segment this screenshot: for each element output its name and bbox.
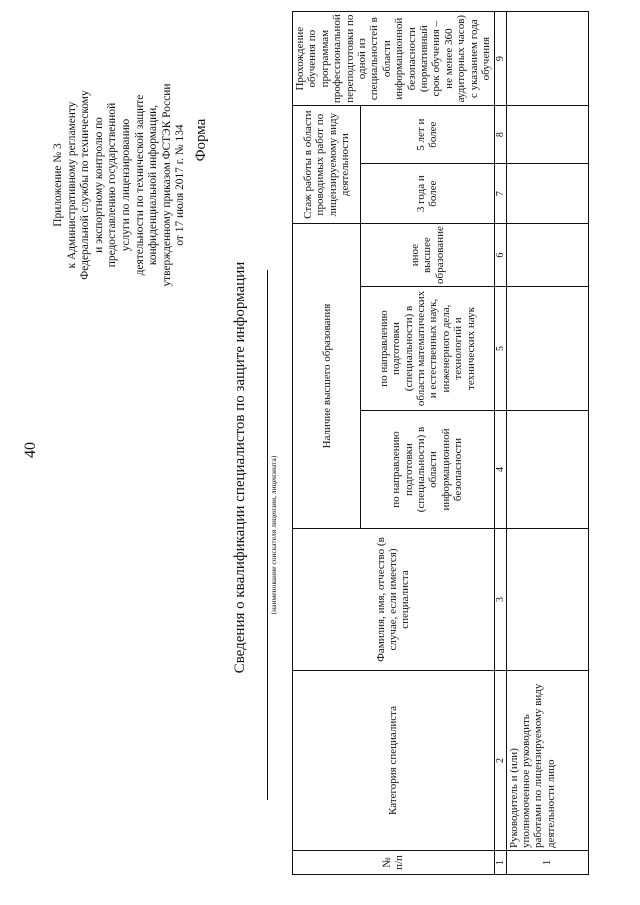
header-exp-3: 3 года и более (361, 164, 494, 224)
licensee-name-line (267, 270, 268, 800)
row-edu-other (506, 224, 588, 287)
row-category: Руководитель и (или) уполномоченное руководить работами по лицензируемому виду деятельности лицо (506, 671, 588, 851)
page-number: 40 (22, 442, 39, 458)
header-edu-math: по направлению подготовки (специальности) в области математических и естественных наук, инженерного дела, технологий и технических наук (361, 287, 494, 411)
appendix-line: услуги по лицензированию (119, 118, 132, 252)
header-education: Наличие высшего образования (293, 224, 361, 529)
row-exp-3 (506, 164, 588, 224)
column-number: 5 (494, 287, 506, 411)
row-edu-infosec (506, 411, 588, 529)
appendix-line: и экспортному контролю по (92, 117, 105, 253)
header-training: Прохождение обучения по программам профессиональной переподготовки по одной из специальностей в области информационной безопасности (нормативный срок обучения – не менее 360 аудиторных часов) с указанием года обучения (293, 12, 495, 106)
row-exp-5 (506, 106, 588, 164)
appendix-line: предоставлению государственной (106, 102, 119, 268)
document-title: Сведения о квалификации специалистов по защите информации (232, 261, 248, 674)
appendix-line: конфиденциальной информации, (147, 104, 160, 266)
appendix-header (52, 30, 188, 340)
column-number: 8 (494, 106, 506, 164)
appendix-line: от 17 июля 2017 г. № 134 (174, 124, 187, 246)
header-category: Категория специалиста (293, 671, 495, 851)
row-edu-math (506, 287, 588, 411)
appendix-line: деятельности по технической защите (133, 94, 146, 276)
column-number: 6 (494, 224, 506, 287)
column-number: 4 (494, 411, 506, 529)
licensee-name-caption: (наименование соискателя лицензии, лицензиата) (269, 455, 278, 615)
header-num: № п/п (293, 851, 495, 875)
header-experience: Стаж работы в области проводимых работ по лицензируемому виду деятельности (293, 106, 361, 224)
column-number: 3 (494, 529, 506, 671)
column-number: 7 (494, 164, 506, 224)
appendix-line: к Административному регламенту (65, 101, 78, 269)
header-exp-5: 5 лет и более (361, 106, 494, 164)
column-number: 2 (494, 671, 506, 851)
header-edu-infosec: по направлению подготовки (специальности) в области информационной безопасности (361, 411, 494, 529)
column-number: 1 (494, 851, 506, 875)
header-name: Фамилия, имя, отчество (в случае, если имеется) специалиста (293, 529, 495, 671)
appendix-line: Федеральной службы по техническому (79, 90, 92, 280)
table-row (506, 12, 588, 875)
appendix-line: утвержденному приказом ФСТЭК России (160, 83, 173, 287)
appendix-number: Приложение № 3 (52, 143, 64, 227)
column-number: 9 (494, 12, 506, 106)
row-training (506, 12, 588, 106)
qualification-table (292, 11, 589, 875)
row-name (506, 529, 588, 671)
row-num: 1 (506, 851, 588, 875)
form-label: Форма (193, 118, 209, 162)
column-number-row (494, 12, 506, 875)
header-edu-other: иное высшее образование (361, 224, 494, 287)
